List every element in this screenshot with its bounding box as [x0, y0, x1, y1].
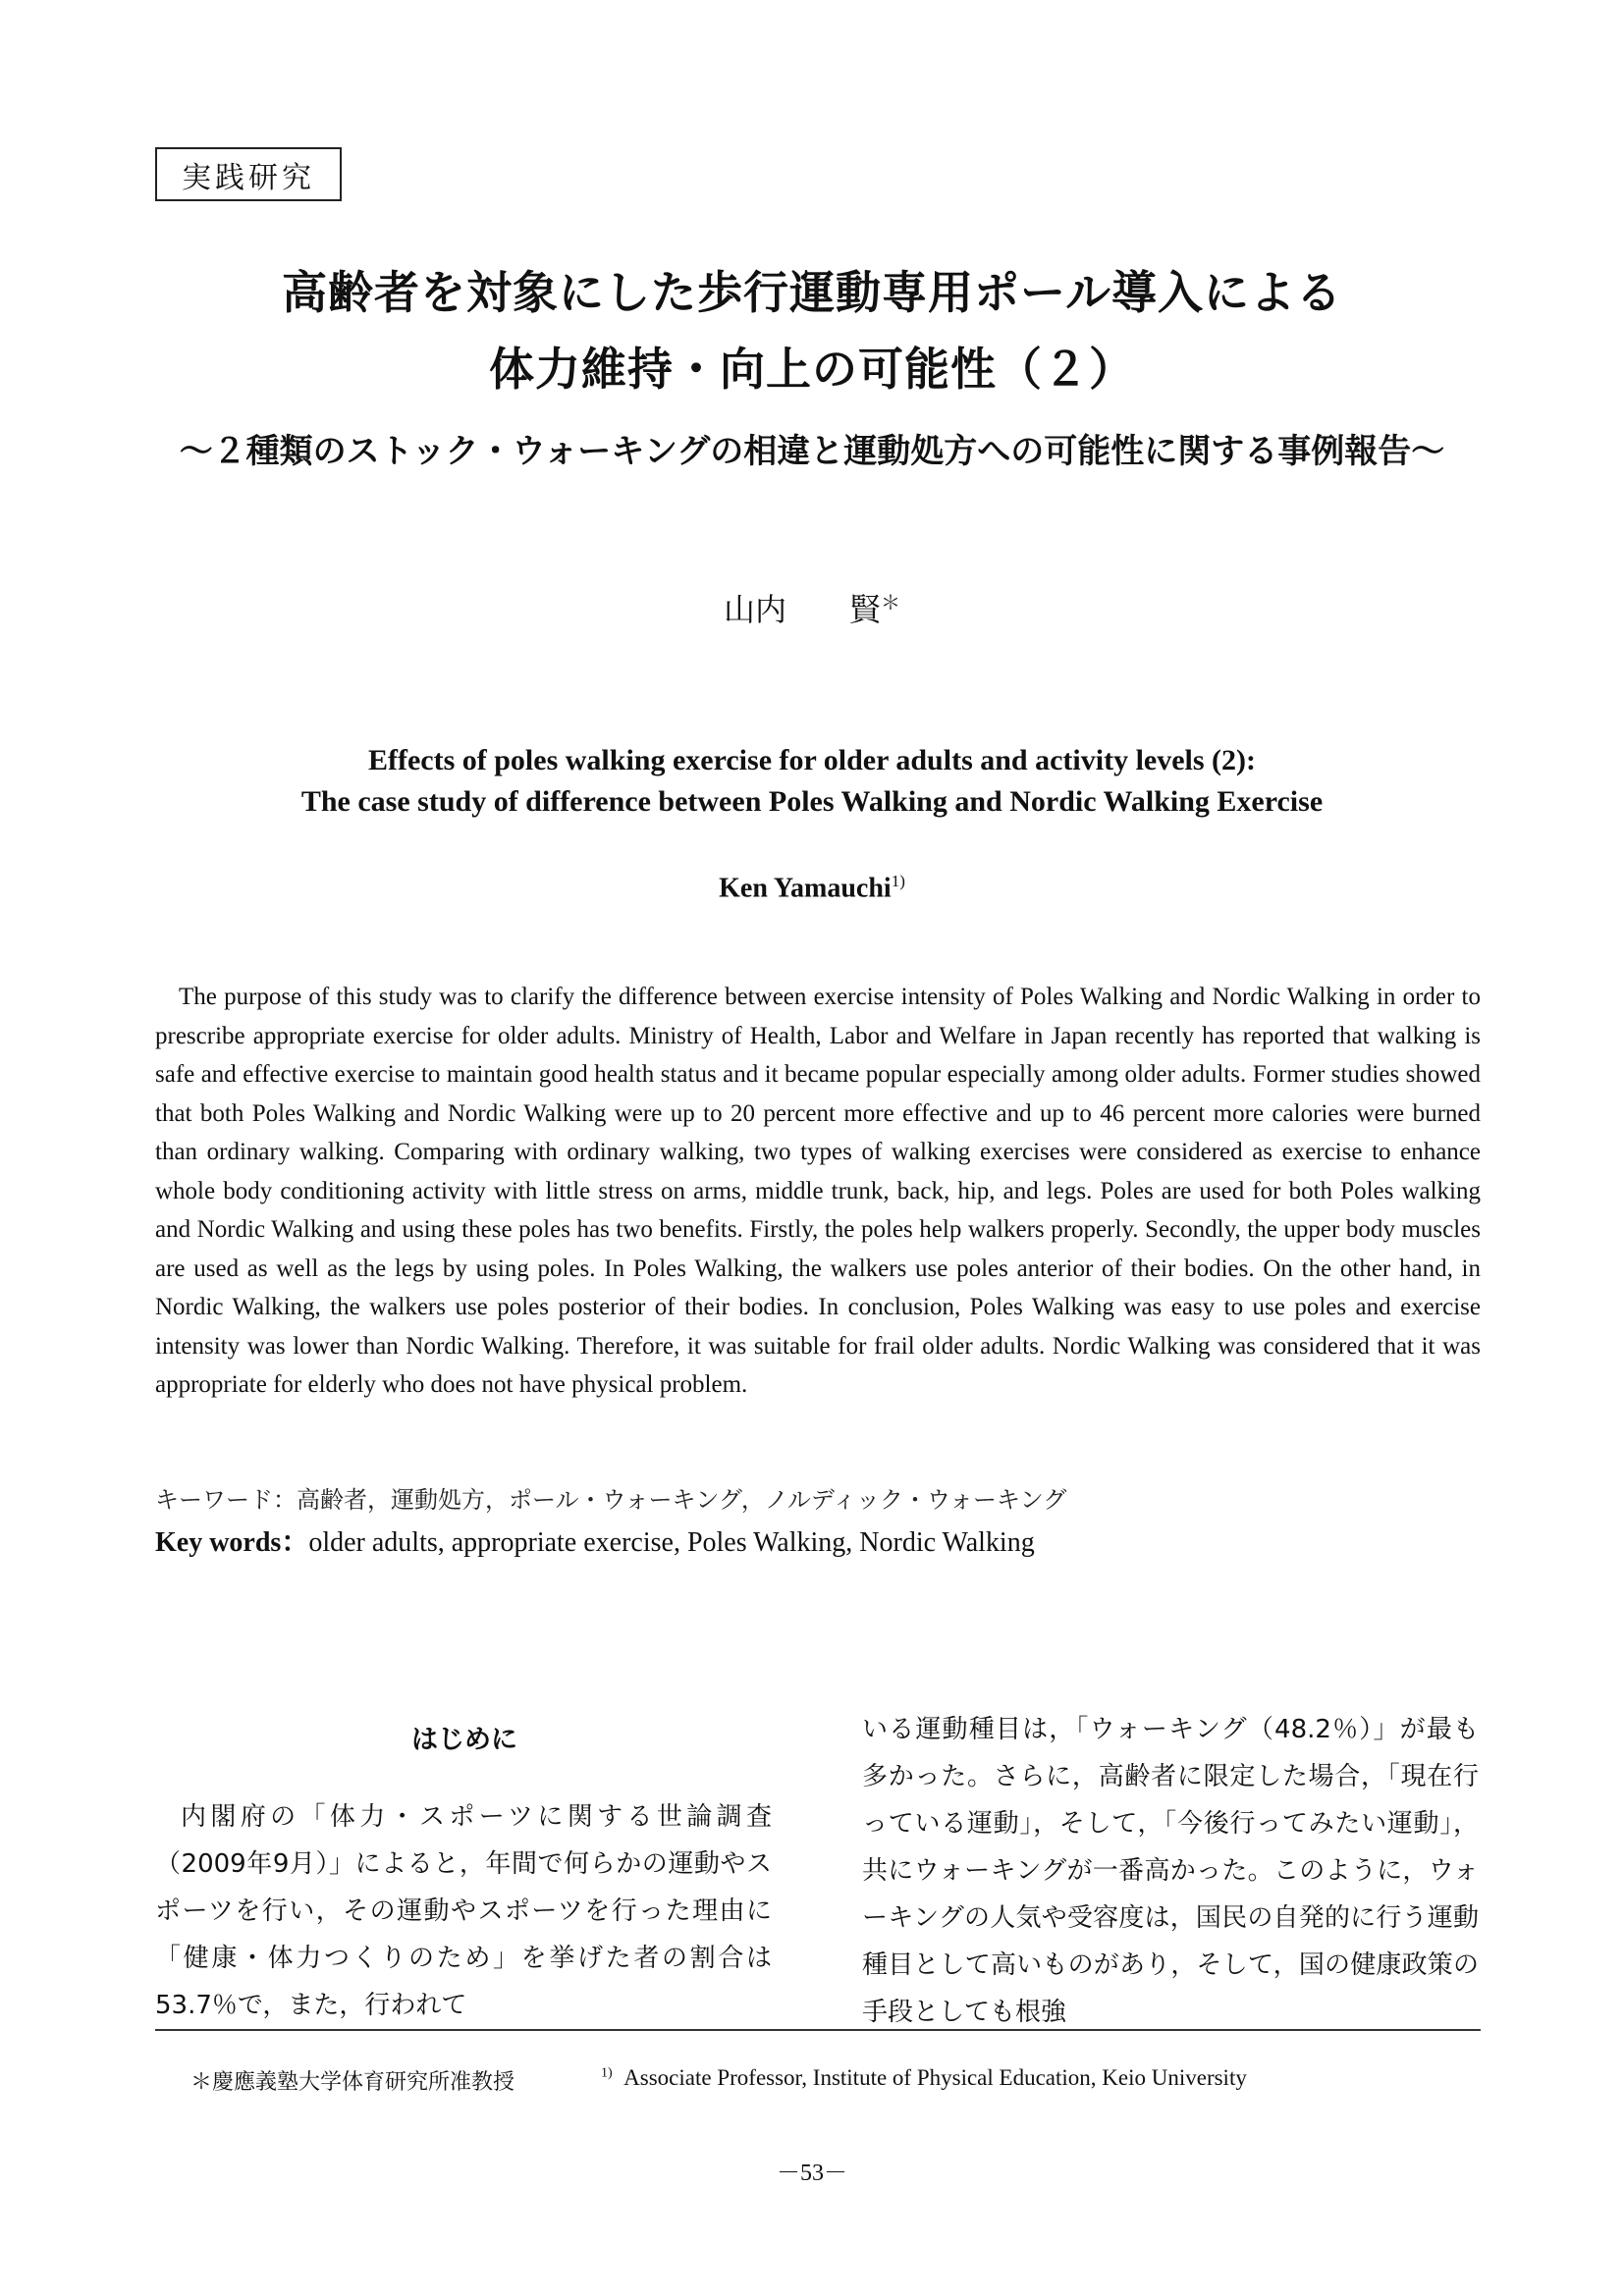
abstract: The purpose of this study was to clarify the difference between exercise intensity of Poles Walking and Nordic Walking in order to prescribe appropriate exercise for older adults. Ministry of Health, Labor and Welfare in Japan recently has reported that walking is safe and effective exercise to maintain good health status and it became popular especially among older adults. Former studies showed that both Poles Walking and Nordic Walking were up to 20 percent more effective and up to 46 percent more calories were burned than ordinary walking. Comparing with ordinary walking, two types of walking exercises were considered as exercise to enhance whole body conditioning activity with little stress on arms, middle trunk, back, hip, and legs. Poles are used for both Poles walking and Nordic Walking and using these poles has two benefits. Firstly, the poles help walkers properly. Secondly, the upper body muscles are used as well as the legs by using poles. In Poles Walking, the walkers use poles anterior of their bodies. On the other hand, in Nordic Walking, the walkers use poles posterior of their bodies. In conclusion, Poles Walking was easy to use poles and exercise intensity was lower than Nordic Walking. Therefore, it was suitable for frail older adults. Nordic Walking was considered that it was appropriate for elderly who does not have physical problem. — [155, 984, 1481, 1398]
keywords-ja — [155, 1480, 1066, 1515]
author-en-mark: 1) — [891, 872, 905, 890]
author-ja-name: 山内 賢 — [723, 591, 881, 628]
keywords-ja-label: キーワード： — [155, 1486, 297, 1514]
keywords-en — [155, 1521, 1035, 1560]
keywords-ja-text: 高齢者，運動処方，ポール・ウォーキング，ノルディック・ウォーキング — [297, 1486, 1067, 1514]
article-category-label: 実践研究 — [155, 147, 342, 201]
author-ja — [0, 585, 1624, 630]
subtitle-ja: ～２種類のストック・ウォーキングの相違と運動処方への可能性に関する事例報告～ — [179, 432, 1445, 471]
footnote-en-text: Associate Professor, Institute of Physical Education, Keio University — [623, 2065, 1247, 2090]
title-en-line-2: The case study of difference between Poles Walking and Nordic Walking Exercise — [300, 785, 1324, 818]
footnote-en-mark: 1) — [601, 2065, 613, 2081]
title-en-line-1: Effects of poles walking exercise for older adults and activity levels (2): — [367, 744, 1257, 776]
author-ja-mark: ＊ — [881, 590, 900, 614]
title-ja-line-1: 高齢者を対象にした歩行運動専用ポール導入による — [281, 266, 1343, 319]
title-ja-line-2: 体力維持・向上の可能性（２） — [489, 343, 1135, 396]
keywords-en-label: Key words： — [155, 1527, 309, 1558]
section-heading: はじめに — [411, 1725, 517, 1755]
keywords-en-text: older adults, appropriate exercise, Poles Walking, Nordic Walking — [308, 1527, 1035, 1558]
footnote-divider — [155, 2029, 1481, 2031]
footnote-en — [601, 2065, 1247, 2091]
page-number: －53－ — [777, 2161, 847, 2186]
author-en — [0, 872, 1624, 904]
body-left-column: 内閣府の「体力・スポーツに関する世論調査（2009年9月）」によると，年間で何らかの運動やスポーツを行い，その運動やスポーツを行った理由に「健康・体力つくりのため」を挙げた者の割合は53.7％で，また，行われて — [155, 1802, 772, 2020]
author-en-name: Ken Yamauchi — [719, 873, 892, 904]
body-right-column: いる運動種目は，「ウォーキング（48.2％）」が最も多かった。さらに，高齢者に限定した場合，「現在行っている運動」，そして，「今後行ってみたい運動」，共にウォーキングが一番高かった。このように，ウォーキングの人気や受容度は，国民の自発的に行う運動種目として高いものがあり，そして，国の健康政策の手段としても根強 — [862, 1715, 1479, 2027]
footnote-ja: ＊慶應義塾大学体育研究所准教授 — [190, 2070, 515, 2095]
